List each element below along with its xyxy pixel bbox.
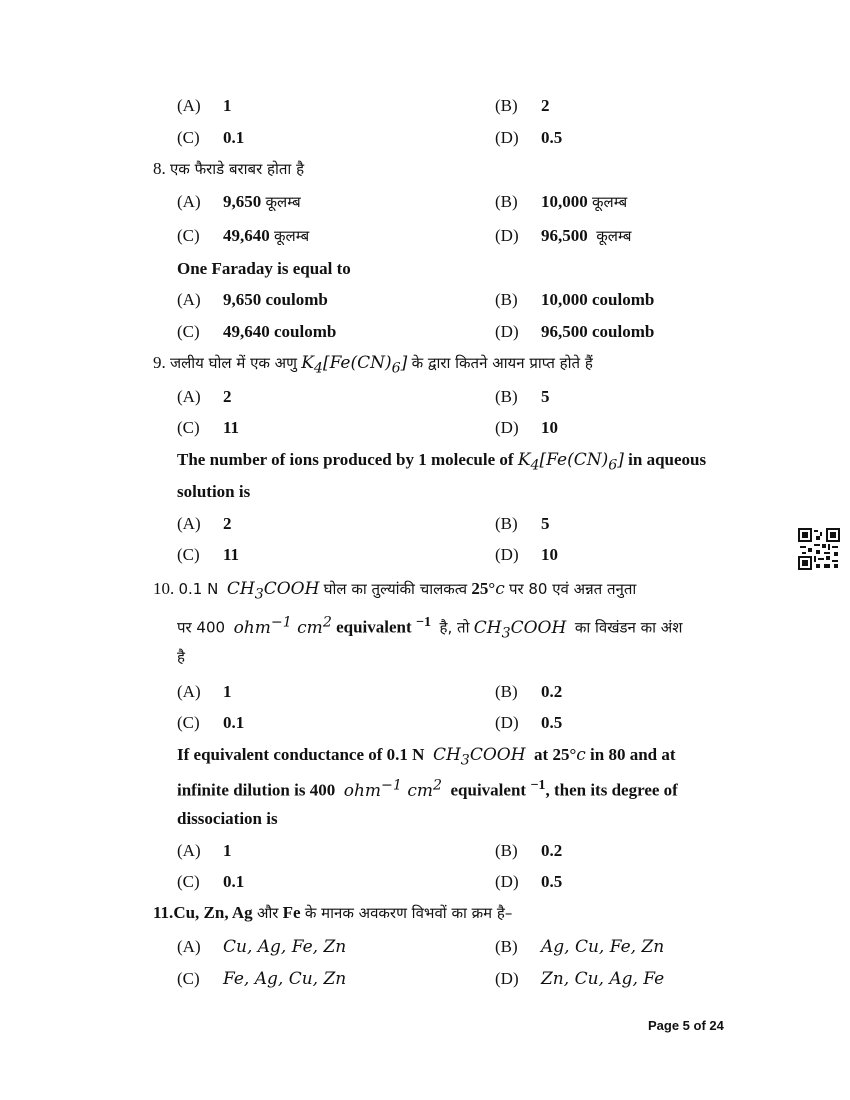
q9-eng-formula-end: ] <box>617 450 624 470</box>
q8-hindi-opt-d-number: 96,500 <box>541 226 588 245</box>
q9-eng-opt-c-label: (C) <box>177 545 200 564</box>
q10-opt-b-label: (B) <box>495 682 518 701</box>
q10-opt-a-value: 1 <box>223 682 232 701</box>
q10-ohm-text: ohm <box>233 617 271 638</box>
q9-eng-formula-sub2: 6 <box>608 457 618 474</box>
q8-hindi-opt-b-value <box>541 192 627 212</box>
q10-equiv: equivalent <box>336 617 412 637</box>
q10-eng-acid <box>432 745 526 769</box>
q10-eng-opt-b-label: (B) <box>495 841 518 860</box>
q10-hindi-line1 <box>153 579 636 602</box>
q9-formula-mid: [Fe(CN) <box>322 353 392 373</box>
q11-question <box>153 903 512 923</box>
q10-opt-d-value: 0.5 <box>541 713 563 732</box>
q9-hindi-pre: जलीय घोल में एक अणु <box>170 354 297 372</box>
q9-english-line2: solution is <box>177 482 251 501</box>
q10-eng-opt-a-value: 1 <box>223 841 232 860</box>
q10-english-line1 <box>177 745 676 768</box>
q8-hindi-opt-c-number: 49,640 <box>223 226 270 245</box>
q10-h1-c: पर 80 एवं अन्नत तनुता <box>508 580 637 598</box>
q10-e2-a: infinite dilution is 400 <box>177 780 336 800</box>
q11-opt-c-value: Fe, Ag, Cu, Zn <box>223 969 347 989</box>
q9-hindi-question <box>153 353 593 376</box>
q10-e2-b: , then its degree of <box>545 780 678 800</box>
q10-temp-unit: c <box>495 579 505 599</box>
q8-hindi-text: एक फैराडे बराबर होता है <box>170 160 305 178</box>
q11-hindi-post: के मानक अवकरण विभवों का क्रम है– <box>304 904 513 922</box>
q10-opt-b-value: 0.2 <box>541 682 563 701</box>
q10-eng-ohm-text: ohm <box>343 780 382 801</box>
q10-cm-text: cm <box>297 617 323 638</box>
q7-opt-c-value: 0.1 <box>223 128 245 147</box>
q8-hindi-opt-c-value <box>223 226 309 246</box>
q9-eng-opt-d-label: (D) <box>495 545 519 564</box>
qr-code-icon <box>798 528 840 570</box>
q9-eng-opt-a-label: (A) <box>177 514 201 533</box>
q8-eng-opt-b-label: (B) <box>495 290 518 309</box>
q8-hindi-opt-c-unit: कूलम्ब <box>274 227 310 245</box>
q9-formula-sub2: 6 <box>391 360 401 377</box>
q11-aur: और <box>256 904 279 922</box>
q9-opt-a-label: (A) <box>177 387 201 406</box>
page-number: Page 5 of 24 <box>648 1018 724 1033</box>
q10-eng-equiv: equivalent <box>450 780 527 800</box>
q9-eng-formula-base: K <box>517 450 531 470</box>
q10-opt-a-label: (A) <box>177 682 201 701</box>
q10-cm-sup: 2 <box>322 614 332 630</box>
q10-h1-b: घोल का तुल्यांकी चालकत्व <box>323 580 468 598</box>
q10-e1-c: in 80 and at <box>590 745 676 764</box>
q10-hindi-line2 <box>177 614 682 641</box>
q7-opt-d-value: 0.5 <box>541 128 563 147</box>
q8-hindi-opt-d-unit: कूलम्ब <box>596 227 632 245</box>
q11-number: 11. <box>153 903 174 922</box>
q10-opt-d-label: (D) <box>495 713 519 732</box>
q8-hindi-opt-b-unit: कूलम्ब <box>592 193 628 211</box>
q7-opt-a-label: (A) <box>177 96 201 115</box>
q10-eng-cm-text: cm <box>407 780 433 801</box>
q10-acid2-base: CH <box>473 617 502 638</box>
q8-hindi-opt-d-value <box>541 226 631 246</box>
q9-opt-d-value: 10 <box>541 418 558 437</box>
q10-e1-a: If equivalent conductance of 0.1 N <box>177 745 425 764</box>
q9-english-pre: The number of ions produced by 1 molecule of <box>177 450 514 469</box>
q10-eng-ohm <box>343 777 442 801</box>
q10-acid-formula-2 <box>473 617 567 642</box>
q10-opt-c-value: 0.1 <box>223 713 245 732</box>
q10-english-line3: dissociation is <box>177 809 278 828</box>
q10-acid2-end: COOH <box>510 617 567 638</box>
q10-acid-end: COOH <box>263 579 320 599</box>
q9-opt-c-label: (C) <box>177 418 200 437</box>
q11-fe: Fe <box>282 903 301 922</box>
q10-e1-unit: c <box>576 745 586 765</box>
q10-eng-acid-end: COOH <box>469 745 526 765</box>
q10-opt-c-label: (C) <box>177 713 200 732</box>
q11-opt-c-label: (C) <box>177 969 200 988</box>
q10-temp: 25° <box>471 579 496 598</box>
q10-eng-acid-base: CH <box>432 745 461 765</box>
q9-eng-opt-c-value: 11 <box>223 545 240 564</box>
q8-hindi-opt-a-unit: कूलम्ब <box>265 193 301 211</box>
q11-opt-a-value: Cu, Ag, Fe, Zn <box>223 937 347 957</box>
q9-eng-opt-b-label: (B) <box>495 514 518 533</box>
q9-opt-b-label: (B) <box>495 387 518 406</box>
q9-english-question <box>177 450 706 473</box>
q7-opt-a-value: 1 <box>223 96 232 115</box>
q8-eng-opt-d-label: (D) <box>495 322 519 341</box>
q10-acid-sub: 3 <box>254 586 264 603</box>
q10-eng-opt-c-label: (C) <box>177 872 200 891</box>
q9-eng-opt-a-value: 2 <box>223 514 232 533</box>
q9-english-formula <box>517 450 624 474</box>
q10-h1-a: 0.1 N <box>178 580 219 598</box>
q10-english-line2 <box>177 777 678 801</box>
q11-opt-b-value: Ag, Cu, Fe, Zn <box>541 937 665 957</box>
q7-opt-d-label: (D) <box>495 128 519 147</box>
q11-opt-d-value: Zn, Cu, Ag, Fe <box>541 969 665 989</box>
q10-h2-b: है, तो <box>439 618 470 637</box>
q8-eng-opt-a-value: 9,650 coulomb <box>223 290 328 309</box>
q10-eng-ohm-sup: −1 <box>381 777 402 793</box>
q10-acid-base: CH <box>226 579 255 599</box>
q10-eng-opt-d-label: (D) <box>495 872 519 891</box>
q10-eng-opt-a-label: (A) <box>177 841 201 860</box>
q7-opt-b-label: (B) <box>495 96 518 115</box>
q8-eng-opt-c-label: (C) <box>177 322 200 341</box>
q8-number: 8. <box>153 159 166 178</box>
q9-formula-end: ] <box>400 353 408 373</box>
q10-acid-formula <box>226 579 320 603</box>
q8-hindi-opt-b-number: 10,000 <box>541 192 588 211</box>
q8-hindi-opt-a-label: (A) <box>177 192 201 211</box>
q10-ohm-sup: −1 <box>270 614 292 630</box>
q11-opt-a-label: (A) <box>177 937 201 956</box>
q9-opt-d-label: (D) <box>495 418 519 437</box>
q8-eng-opt-b-value: 10,000 coulomb <box>541 290 655 309</box>
q8-eng-opt-c-value: 49,640 coulomb <box>223 322 337 341</box>
q7-opt-c-label: (C) <box>177 128 200 147</box>
q9-formula-sub1: 4 <box>313 360 323 377</box>
q10-eng-opt-d-value: 0.5 <box>541 872 563 891</box>
q9-formula-base: K <box>301 353 314 373</box>
q10-eng-opt-b-value: 0.2 <box>541 841 563 860</box>
q8-hindi-opt-d-label: (D) <box>495 226 519 245</box>
q9-eng-formula-sub1: 4 <box>530 457 540 474</box>
q9-hindi-post: के द्वारा कितने आयन प्राप्त होते हैं <box>411 354 593 372</box>
q8-hindi-opt-a-value <box>223 192 301 212</box>
q11-opt-d-label: (D) <box>495 969 519 988</box>
q10-h2-a: पर 400 <box>177 618 226 637</box>
q10-eng-equiv-sup: −1 <box>530 777 546 793</box>
q9-eng-formula-mid: [Fe(CN) <box>539 450 609 470</box>
q10-eng-opt-c-value: 0.1 <box>223 872 245 891</box>
q9-eng-opt-b-value: 5 <box>541 514 550 533</box>
q10-acid2-sub: 3 <box>501 625 511 642</box>
q9-opt-c-value: 11 <box>223 418 240 437</box>
q10-eng-cm-sup: 2 <box>432 777 442 793</box>
q8-hindi-opt-b-label: (B) <box>495 192 518 211</box>
q8-hindi-opt-c-label: (C) <box>177 226 200 245</box>
q10-e1-b: at 25° <box>534 745 577 764</box>
q10-h3: है <box>177 648 185 666</box>
q9-english-post: in aqueous <box>628 450 707 469</box>
q8-eng-opt-d-value: 96,500 coulomb <box>541 322 655 341</box>
q8-english-question: One Faraday is equal to <box>177 259 351 278</box>
q9-number: 9. <box>153 353 166 372</box>
q9-opt-b-value: 5 <box>541 387 550 406</box>
q10-number: 10. <box>153 579 175 598</box>
q10-hindi-line3 <box>177 647 185 667</box>
q9-formula <box>301 353 408 377</box>
q8-eng-opt-a-label: (A) <box>177 290 201 309</box>
q8-hindi-question <box>153 159 304 179</box>
q7-opt-b-value: 2 <box>541 96 550 115</box>
q10-h2-c: का विखंडन का अंश <box>574 618 683 637</box>
q9-eng-opt-d-value: 10 <box>541 545 558 564</box>
q8-hindi-opt-a-number: 9,650 <box>223 192 262 211</box>
q10-equiv-sup: −1 <box>415 614 432 630</box>
q9-opt-a-value: 2 <box>223 387 232 406</box>
q10-ohm <box>233 614 332 638</box>
q10-eng-acid-sub: 3 <box>460 752 470 769</box>
q11-metals: Cu, Zn, Ag <box>173 903 253 922</box>
q11-opt-b-label: (B) <box>495 937 518 956</box>
